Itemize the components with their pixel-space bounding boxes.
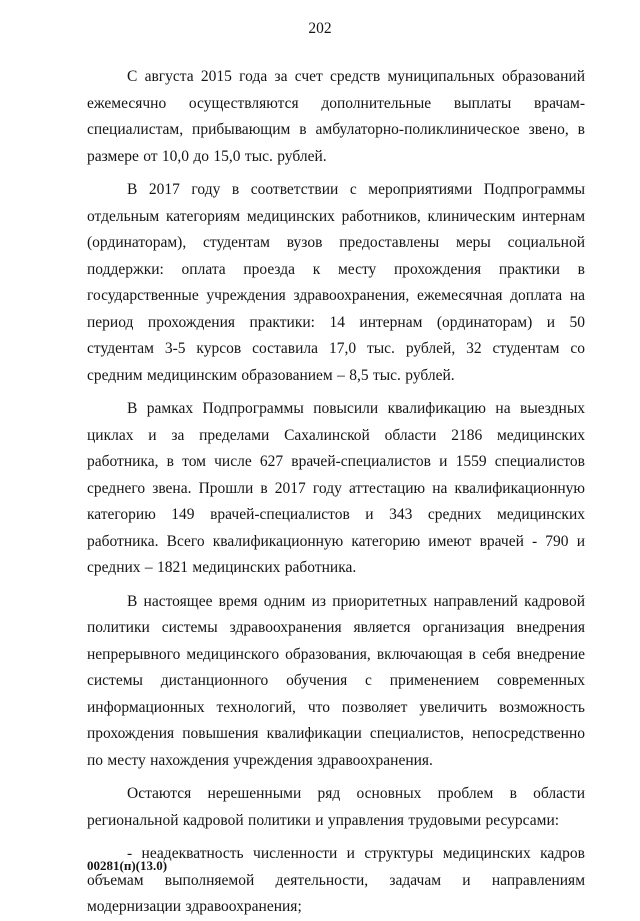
paragraph-continuous-education: В настоящее время одним из приоритетных направлений кадровой политики системы здравоохранения является организация внедрения непрерывного медицинского образования, включающая в себя внедрение системы дистанционного обучения с применением современных информационных технологий, что позволяет увеличить возможность прохождения повышения квалификации специалистов, непосредственно по месту нахождения учреждения здравоохранения. [87, 592, 585, 769]
paragraph-social-support: В 2017 году в соответствии с мероприятиями Подпрограммы отдельным категориям медицинских работников, клиническим интернам (ординаторам), студентам вузов предоставлены меры социальной поддержки: оплата проезда к месту прохождения практики в государственные учреждения здравоохранения, ежемесячная доплата на период прохождения практики: 14 интернам (ординаторам) и 50 студентам 3-5 курсов составила 17,0 тыс. рублей, 32 студентам со средним медицинским образованием – 8,5 тыс. рублей. [87, 181, 585, 384]
paragraph-qualification: В рамках Подпрограммы повысили квалификацию на выездных циклах и за пределами Сахалинской области 2186 медицинских работника, в том числе 627 врачей-специалистов и 1559 специалистов среднего звена. Прошли в 2017 году аттестацию на квалификационную категорию 149 врачей-специалистов и 343 средних медицинских работника. Всего квалификационную категорию имеют врачей - 790 и средних – 1821 медицинских работника. [87, 400, 585, 576]
paragraph-additional-payments: С августа 2015 года за счет средств муниципальных образований ежемесячно осуществляются дополнительные выплаты врачам-специалистам, прибывающим в амбулаторно-поликлиническое звено, в размере от 10,0 до 15,0 тыс. рублей. [87, 68, 585, 165]
page-number: 202 [308, 20, 332, 37]
footer-code: 00281(п)(13.0) [87, 858, 168, 873]
paragraph-unresolved-problems: Остаются нерешенными ряд основных проблем в области региональной кадровой политики и управления трудовыми ресурсами: [87, 785, 585, 829]
document-body [87, 64, 585, 921]
bullet-item: - неадекватность численности и структуры медицинских кадров объемам выполняемой деятельности, задачам и направлениям модернизации здравоохранения; [87, 845, 585, 915]
